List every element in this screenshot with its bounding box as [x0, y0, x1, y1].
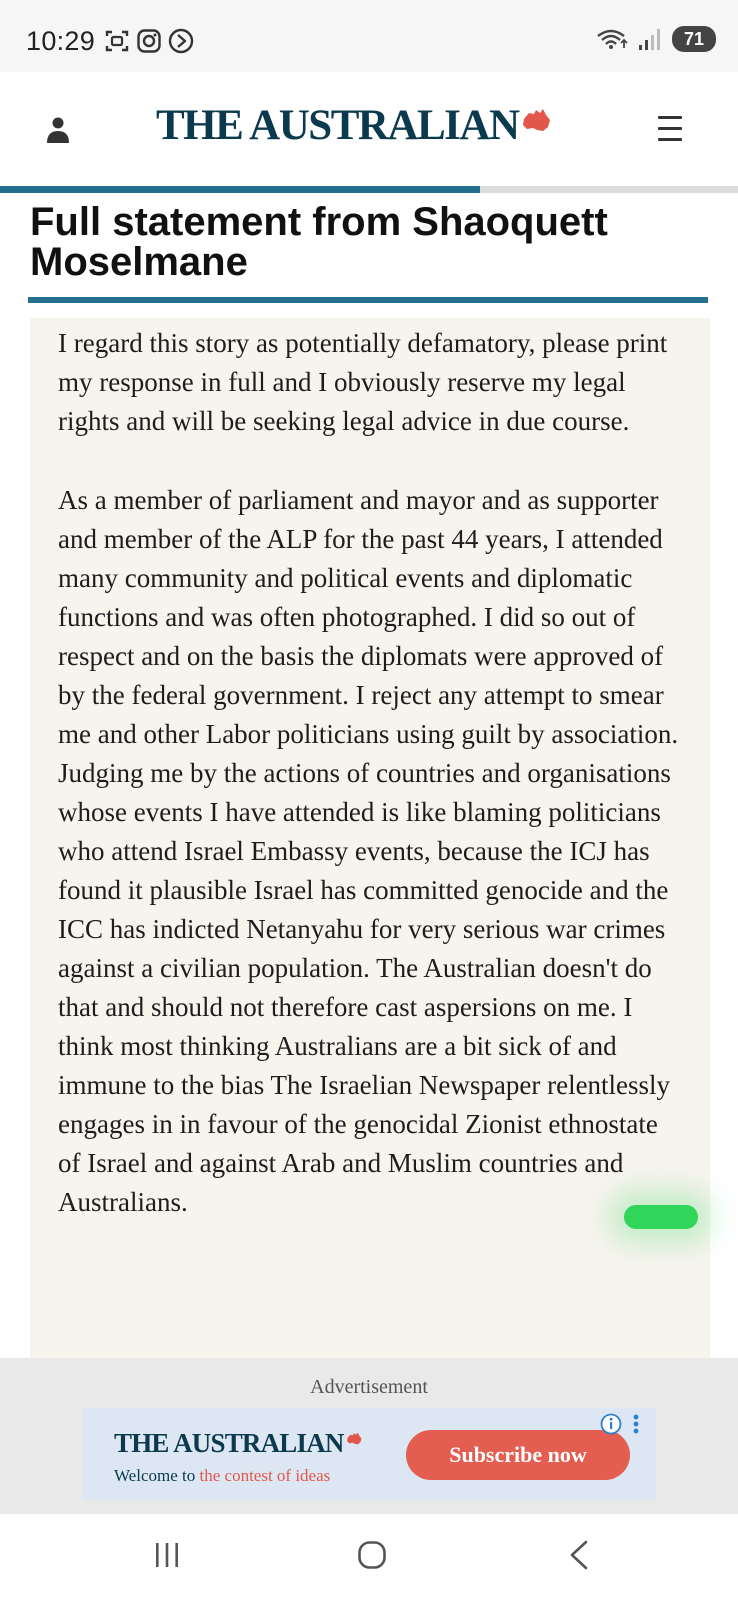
ad-banner[interactable]: [82, 1408, 656, 1500]
reading-progress-fill: [0, 186, 480, 193]
status-icons-right: [596, 26, 716, 52]
back-icon[interactable]: [568, 1540, 590, 1570]
masthead-text: THE AUSTRALIAN: [156, 102, 519, 149]
subscribe-button[interactable]: Subscribe now: [406, 1430, 630, 1480]
article-title: Full statement from Shaoquett Moselmane: [30, 200, 608, 284]
advertisement-label: Advertisement: [310, 1376, 428, 1398]
statement-paragraph-1: I regard this story as potentially defamatory, please print my response in full and I obviously reserve my legal rights and will be seeking legal advice in due course.: [58, 328, 668, 436]
battery-icon: 71: [672, 26, 716, 52]
signal-icon: [638, 27, 664, 51]
more-options-icon[interactable]: [632, 1413, 640, 1435]
wifi-icon: [596, 28, 630, 50]
ad-tagline: [114, 1466, 330, 1486]
status-icons-left: [104, 28, 194, 54]
site-header: [0, 72, 738, 186]
australia-map-icon: [346, 1432, 362, 1446]
ad-logo: [114, 1428, 362, 1458]
statement-box: [30, 318, 710, 1358]
title-divider: [28, 297, 708, 303]
australia-map-icon: [521, 108, 551, 134]
info-icon[interactable]: [600, 1413, 622, 1435]
account-icon[interactable]: [46, 116, 70, 144]
recent-apps-icon[interactable]: [153, 1541, 181, 1569]
statement-paragraph-2: As a member of parliament and mayor and as supporter and member of the ALP for the past 44 years, I attended many community and political events and diplomatic functions and was often photographed. I did so out of respect and on the basis the diplomats were approved of by the federal government. I reject any attempt to smear me and other Labor politicians using guilt by association. Judging me by the actions of countries and organisations whose events I have attended is like blaming politicians who attend Israel Embassy events, because the ICJ has found it plausible Israel has committed genocide and the ICC has indicted Netanyahu for very serious war crimes against a civilian population. The Australian doesn't do that and should not therefore cast aspersions on me. I think most thinking Australians are a bit sick of and immune to the bias The Israelian Newspaper relentlessly engages in in favour of the genocidal Zionist ethnostate of Israel and against Arab and Muslim countries and Australians.: [58, 485, 679, 1217]
masthead-logo[interactable]: [156, 100, 551, 152]
status-bar: [0, 0, 738, 72]
screenshot-icon: [104, 28, 130, 54]
reading-progress-bar: [0, 186, 738, 193]
assistant-icon: [168, 28, 194, 54]
system-nav-bar: [0, 1514, 738, 1600]
menu-icon[interactable]: [658, 116, 682, 142]
ad-tagline-accent: the contest of ideas: [199, 1466, 331, 1485]
instagram-icon: [136, 28, 162, 54]
status-time: 10:29: [26, 26, 96, 56]
advertisement-section: [0, 1358, 738, 1514]
ad-logo-text: THE AUSTRALIAN: [114, 1428, 344, 1458]
home-icon[interactable]: [357, 1540, 387, 1570]
highlighter-mark: [624, 1205, 698, 1229]
ad-tagline-prefix: Welcome to: [114, 1466, 200, 1485]
